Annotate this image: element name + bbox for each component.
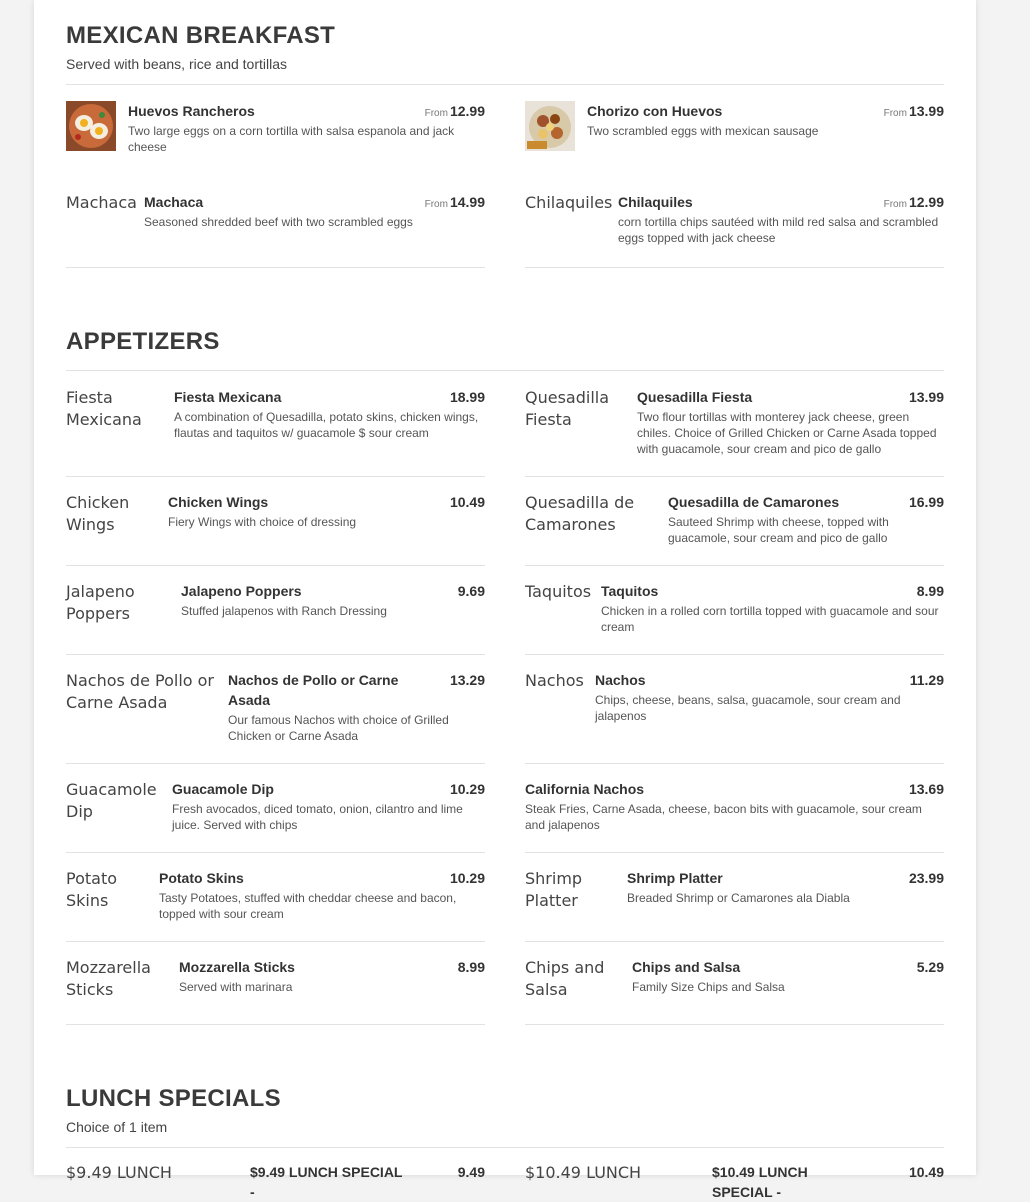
item-info xyxy=(712,1162,944,1202)
item-price xyxy=(884,192,944,215)
item-name: Nachos de Pollo or Carne Asada xyxy=(228,672,399,708)
menu-item-quesadilla-de-camarones[interactable] xyxy=(525,492,944,566)
item-divider xyxy=(66,1024,485,1025)
item-info xyxy=(172,779,485,833)
item-divider xyxy=(66,476,485,477)
item-name: Guacamole Dip xyxy=(172,781,274,797)
item-name: Quesadilla Fiesta xyxy=(637,389,753,405)
item-description: A combination of Quesadilla, potato skins, chicken wings, flautas and taquitos w/ guacamole $ sour cream xyxy=(174,410,479,440)
menu-item-chicken-wings[interactable] xyxy=(66,492,485,566)
item-price: 8.99 xyxy=(916,583,944,599)
item-name: Chips and Salsa xyxy=(632,959,741,975)
item-price: 11.29 xyxy=(909,672,944,688)
item-name: Chicken Wings xyxy=(168,494,269,510)
price-prefix: From xyxy=(424,108,448,119)
item-description: Tasty Potatoes, stuffed with cheddar cheese and bacon, topped with sour cream xyxy=(159,891,457,921)
item-name: Mozzarella Sticks xyxy=(179,959,295,975)
price-value: 12.99 xyxy=(908,194,944,210)
section-title: LUNCH SPECIALS xyxy=(66,1085,281,1112)
item-description: Fresh avocados, diced tomato, onion, cilantro and lime juice. Served with chips xyxy=(172,802,463,832)
price-value: 14.99 xyxy=(449,194,485,210)
item-info xyxy=(632,957,944,995)
menu-item-jalapeno-poppers[interactable] xyxy=(66,581,485,655)
menu-item-chilaquiles[interactable] xyxy=(525,192,944,268)
item-name: Chilaquiles xyxy=(618,194,693,210)
price-prefix: From xyxy=(883,108,907,119)
menu-item-fiesta-mexicana[interactable] xyxy=(66,387,485,477)
item-name: Taquitos xyxy=(601,583,659,599)
item-image-alt: Chicken Wings xyxy=(66,493,130,534)
item-divider xyxy=(66,941,485,942)
item-price: 23.99 xyxy=(908,870,944,886)
section-divider xyxy=(66,84,944,85)
item-info xyxy=(179,957,485,995)
item-divider xyxy=(66,565,485,566)
item-description: Seasoned shredded beef with two scrambled eggs xyxy=(144,215,413,229)
item-image-alt: Shrimp Platter xyxy=(525,869,583,910)
item-name: Chorizo con Huevos xyxy=(587,103,723,119)
item-price: 9.69 xyxy=(457,583,485,599)
item-price: 13.99 xyxy=(908,389,944,405)
item-description: Served with marinara xyxy=(179,980,293,994)
item-divider xyxy=(66,852,485,853)
item-description: corn tortilla chips sautéed with mild red salsa and scrambled eggs topped with jack cheese xyxy=(618,215,939,245)
item-info xyxy=(144,192,485,230)
price-value: 13.99 xyxy=(908,103,944,119)
item-description: Two flour tortillas with monterey jack cheese, green chiles. Choice of Grilled Chicken or Carne Asada topped with guacamole, sour cream and pico de gallo xyxy=(637,410,937,456)
item-price: 13.69 xyxy=(908,781,944,797)
item-image-alt: Jalapeno Poppers xyxy=(66,582,135,623)
item-price: 5.29 xyxy=(916,959,944,975)
item-divider xyxy=(66,654,485,655)
menu-item-nachos-de-pollo[interactable] xyxy=(66,670,485,764)
menu-item-guacamole-dip[interactable] xyxy=(66,779,485,853)
item-info xyxy=(168,492,485,530)
item-image-alt: Potato Skins xyxy=(66,869,118,910)
item-info xyxy=(637,387,944,457)
item-name: California Nachos xyxy=(525,781,645,797)
item-image-alt: Mozzarella Sticks xyxy=(66,958,151,999)
item-price: 8.99 xyxy=(457,959,485,975)
item-image-alt: Nachos de Pollo or Carne Asada xyxy=(66,671,215,712)
menu-item-potato-skins[interactable] xyxy=(66,868,485,942)
item-price: 16.99 xyxy=(908,494,944,510)
item-description: Steak Fries, Carne Asada, cheese, bacon bits with guacamole, sour cream and jalapenos xyxy=(525,802,922,832)
item-price: 10.29 xyxy=(449,781,485,797)
item-price xyxy=(425,192,485,215)
item-photo xyxy=(525,101,575,151)
price-value: 12.99 xyxy=(449,103,485,119)
item-info xyxy=(587,101,944,139)
item-name: Nachos xyxy=(595,672,646,688)
item-image-alt: Quesadilla Fiesta xyxy=(525,388,610,429)
item-divider xyxy=(525,1024,944,1025)
section-divider xyxy=(66,370,944,371)
item-info xyxy=(601,581,944,635)
item-description: Our famous Nachos with choice of Grilled Chicken or Carne Asada xyxy=(228,713,449,743)
menu-item-lunch-special-949[interactable] xyxy=(66,1162,485,1202)
item-image-alt: Taquitos xyxy=(525,582,592,601)
item-photo xyxy=(66,101,116,151)
item-divider xyxy=(66,267,485,268)
item-description: Fiery Wings with choice of dressing xyxy=(168,515,357,529)
menu-card xyxy=(34,0,976,1200)
menu-item-chips-and-salsa[interactable] xyxy=(525,957,944,1025)
item-name: Quesadilla de Camarones xyxy=(668,494,840,510)
item-info xyxy=(228,670,485,744)
item-image-alt: Chips and Salsa xyxy=(525,958,605,999)
section-subtitle: Choice of 1 item xyxy=(66,1119,168,1135)
menu-item-california-nachos[interactable] xyxy=(525,779,944,853)
item-image-alt: Guacamole Dip xyxy=(66,780,157,821)
menu-item-quesadilla-fiesta[interactable] xyxy=(525,387,944,477)
item-price: 10.29 xyxy=(449,870,485,886)
item-divider xyxy=(525,565,944,566)
price-prefix: From xyxy=(883,199,907,210)
item-info xyxy=(181,581,485,619)
item-info xyxy=(525,779,944,833)
item-image-alt: Chilaquiles xyxy=(525,193,613,212)
menu-item-mozzarella-sticks[interactable] xyxy=(66,957,485,1025)
item-info xyxy=(128,101,485,155)
section-title: MEXICAN BREAKFAST xyxy=(66,22,336,49)
item-price: 10.49 xyxy=(449,494,485,510)
item-divider xyxy=(525,476,944,477)
item-name: $9.49 LUNCH SPECIAL - xyxy=(250,1164,403,1200)
item-divider xyxy=(525,654,944,655)
item-price: 10.49 xyxy=(908,1164,944,1180)
item-divider xyxy=(525,267,944,268)
menu-item-nachos[interactable] xyxy=(525,670,944,764)
item-image-alt: Nachos xyxy=(525,671,584,690)
menu-item-shrimp-platter[interactable] xyxy=(525,868,944,942)
item-info xyxy=(174,387,485,441)
section-divider xyxy=(66,1147,944,1148)
item-divider xyxy=(66,763,485,764)
menu-item-chorizo-con-huevos[interactable] xyxy=(525,101,944,173)
item-description: Breaded Shrimp or Camarones ala Diabla xyxy=(627,891,850,905)
item-name: Machaca xyxy=(144,194,204,210)
item-info xyxy=(159,868,485,922)
item-name: Potato Skins xyxy=(159,870,244,886)
item-divider xyxy=(525,852,944,853)
menu-item-lunch-special-1049[interactable] xyxy=(525,1162,944,1202)
item-price: 18.99 xyxy=(449,389,485,405)
item-name: $10.49 LUNCH SPECIAL - xyxy=(712,1164,808,1200)
item-price: 13.29 xyxy=(449,672,485,688)
item-image-alt: $10.49 LUNCH xyxy=(525,1163,642,1182)
section-title: APPETIZERS xyxy=(66,328,220,355)
item-price: 9.49 xyxy=(457,1164,485,1180)
item-description: Sauteed Shrimp with cheese, topped with guacamole, sour cream and pico de gallo xyxy=(668,515,889,545)
menu-item-machaca[interactable] xyxy=(66,192,485,268)
item-name: Jalapeno Poppers xyxy=(181,583,302,599)
item-name: Huevos Rancheros xyxy=(128,103,255,119)
item-image-alt: Fiesta Mexicana xyxy=(66,388,142,429)
item-info xyxy=(618,192,944,246)
item-divider xyxy=(525,763,944,764)
item-info xyxy=(668,492,944,546)
item-description: Stuffed jalapenos with Ranch Dressing xyxy=(181,604,387,618)
item-image-alt: Quesadilla de Camarones xyxy=(525,493,635,534)
menu-item-huevos-rancheros[interactable] xyxy=(66,101,485,173)
item-price xyxy=(425,101,485,124)
item-image-alt: $9.49 LUNCH xyxy=(66,1163,172,1182)
item-description: Two large eggs on a corn tortilla with salsa espanola and jack cheese xyxy=(128,124,455,154)
item-description: Family Size Chips and Salsa xyxy=(632,980,785,994)
item-name: Shrimp Platter xyxy=(627,870,723,886)
item-info xyxy=(627,868,944,906)
price-prefix: From xyxy=(424,199,448,210)
item-divider xyxy=(525,941,944,942)
item-description: Two scrambled eggs with mexican sausage xyxy=(587,124,819,138)
item-description: Chips, cheese, beans, salsa, guacamole, sour cream and jalapenos xyxy=(595,693,901,723)
item-info xyxy=(250,1162,485,1202)
item-info xyxy=(595,670,944,724)
item-description: Chicken in a rolled corn tortilla topped with guacamole and sour cream xyxy=(601,604,939,634)
menu-item-taquitos[interactable] xyxy=(525,581,944,655)
section-subtitle: Served with beans, rice and tortillas xyxy=(66,56,287,72)
item-image-alt: Machaca xyxy=(66,193,137,212)
item-price xyxy=(884,101,944,124)
item-name: Fiesta Mexicana xyxy=(174,389,282,405)
